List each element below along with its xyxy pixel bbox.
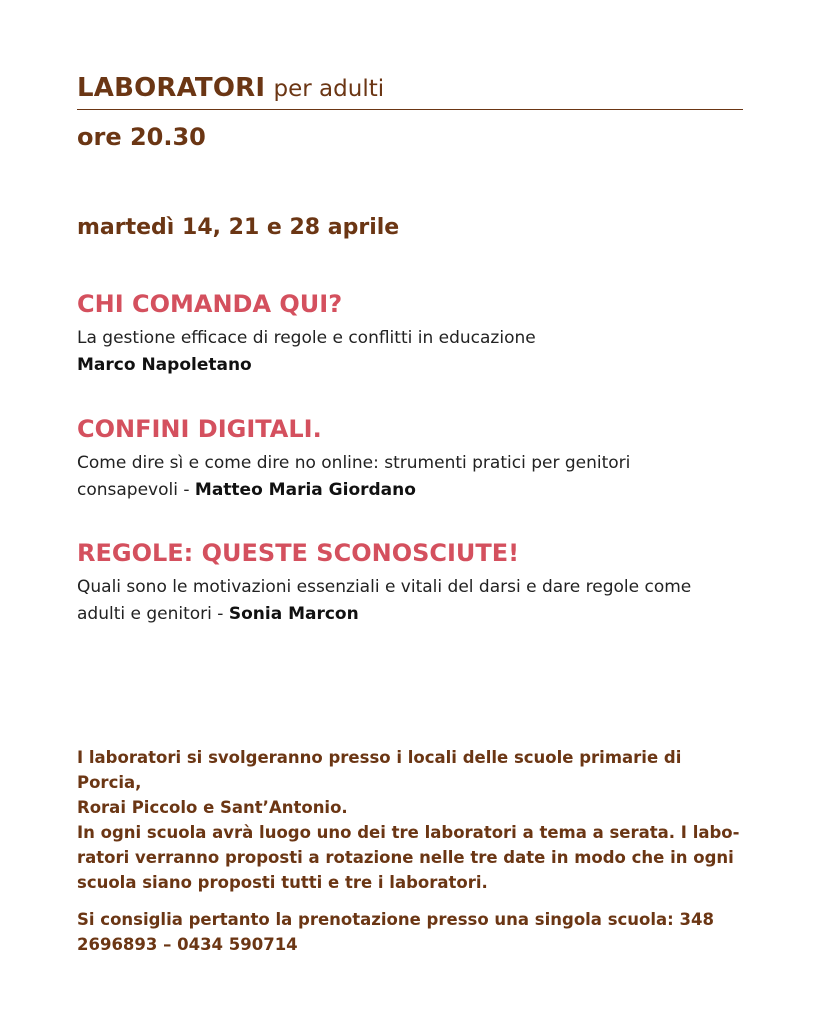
- booking-phone: 2696893 – 0434 590714: [77, 935, 298, 954]
- info-line: I laboratori si svolgeranno presso i locali delle scuole primarie di Porcia,: [77, 748, 682, 792]
- title-divider: [77, 109, 743, 110]
- workshop-description: [77, 325, 727, 379]
- info-paragraph: [77, 745, 747, 895]
- header: [77, 70, 743, 154]
- booking-paragraph: [77, 907, 747, 957]
- workshop-speaker: Sonia Marcon: [228, 604, 359, 624]
- workshop-description-line1: Come dire sì e come dire no online: strumenti pratici per genitori: [77, 453, 631, 473]
- workshop-description: [77, 450, 727, 504]
- info-block: [77, 745, 747, 957]
- event-dates: martedì 14, 21 e 28 aprile: [77, 215, 400, 240]
- info-line: In ogni scuola avrà luogo uno dei tre laboratori a tema a serata. I labo-: [77, 823, 740, 842]
- booking-line: Si consiglia pertanto la prenotazione presso una singola scuola: 348: [77, 910, 714, 929]
- workshop-description-line2: consapevoli -: [77, 480, 195, 500]
- info-line: Rorai Piccolo e Sant’Antonio.: [77, 798, 348, 817]
- workshop-title: REGOLE: QUESTE SCONOSCIUTE!: [77, 539, 520, 567]
- workshop-title: CONFINI DIGITALI.: [77, 415, 322, 443]
- workshop-description-text: La gestione efficace di regole e conflitti in educazione: [77, 328, 536, 348]
- title-main: LABORATORI: [77, 73, 266, 103]
- workshop-2: [77, 412, 727, 504]
- title-subtitle: per adulti: [273, 76, 385, 102]
- page-title: [77, 70, 743, 107]
- workshop-description: [77, 574, 727, 628]
- workshop-1: [77, 287, 727, 379]
- info-line: ratori verranno proposti a rotazione nelle tre date in modo che in ogni: [77, 848, 734, 867]
- workshop-speaker: Marco Napoletano: [77, 355, 252, 375]
- workshop-3: [77, 536, 727, 628]
- workshop-description-line1: Quali sono le motivazioni essenziali e vitali del darsi e dare regole come: [77, 577, 692, 597]
- workshop-description-line2: adulti e genitori -: [77, 604, 229, 624]
- workshop-speaker: Matteo Maria Giordano: [194, 480, 416, 500]
- info-line: scuola siano proposti tutti e tre i laboratori.: [77, 873, 488, 892]
- workshop-title: CHI COMANDA QUI?: [77, 290, 343, 318]
- event-time: ore 20.30: [77, 123, 206, 151]
